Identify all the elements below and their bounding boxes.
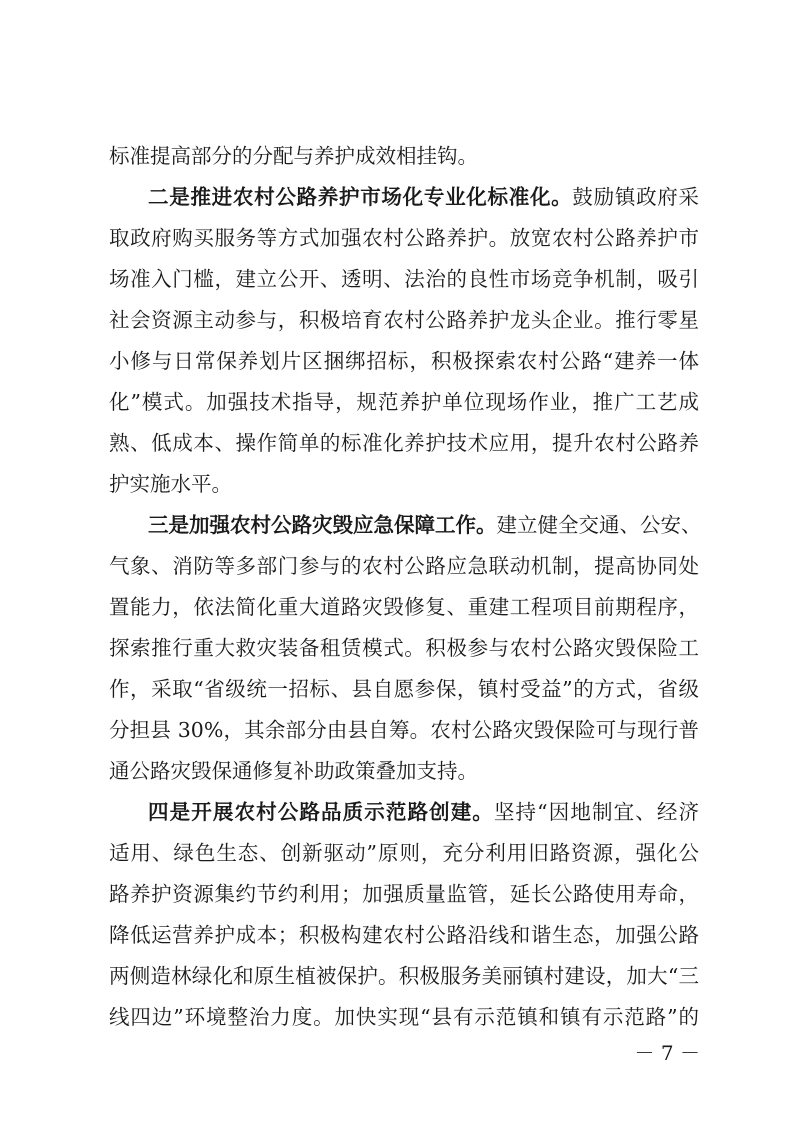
paragraph-4-line-5: 两侧造林绿化和原生植被保护。积极服务美丽镇村建设，加大“三 [109, 964, 699, 988]
paragraph-3-first-line-text: 建立健全交通、公安、 [496, 513, 702, 537]
paragraph-3-line-3: 置能力，依法简化重大道路灾毁修复、重建工程项目前期程序， [109, 595, 699, 619]
paragraph-4-heading: 四是开展农村公路品质示范路创建。 [148, 800, 494, 824]
paragraph-3-line-1 [148, 508, 702, 542]
paragraph-2-line-2: 取政府购买服务等方式加强农村公路养护。放宽农村公路养护市 [109, 226, 699, 250]
paragraph-3-heading: 三是加强农村公路灾毁应急保障工作。 [148, 513, 497, 537]
paragraph-2-heading: 二是推进农村公路养护市场化专业化标准化。 [148, 185, 573, 209]
paragraph-3-line-2: 气象、消防等多部门参与的农村公路应急联动机制，提高协同处 [109, 554, 699, 578]
paragraph-3-line-7: 通公路灾毁保通修复补助政策叠加支持。 [109, 759, 478, 783]
paragraph-4-line-2: 适用、绿色生态、创新驱动”原则，充分利用旧路资源，强化公 [109, 841, 699, 865]
paragraph-4-line-3: 路养护资源集约节约利用；加强质量监管，延长公路使用寿命， [109, 882, 699, 906]
page-number: － 7 － [634, 1041, 700, 1065]
paragraph-2-first-line-text: 鼓励镇政府采 [572, 185, 700, 209]
paragraph-3-line-4: 探索推行重大救灾装备租赁模式。积极参与农村公路灾毁保险工 [109, 636, 699, 660]
paragraph-2-line-6: 化”模式。加强技术指导，规范养护单位现场作业，推广工艺成 [109, 390, 699, 414]
paragraph-4-line-4: 降低运营养护成本；积极构建农村公路沿线和谐生态，加强公路 [109, 923, 699, 947]
paragraph-4-first-line-text: 坚持“因地制宜、经济 [493, 800, 700, 824]
paragraph-3-line-6: 分担县 30%，其余部分由县自筹。农村公路灾毁保险可与现行普 [109, 718, 699, 742]
paragraph-1-line-1: 标准提高部分的分配与养护成效相挂钩。 [109, 144, 478, 168]
paragraph-2-line-5: 小修与日常保养划片区捆绑招标，积极探索农村公路“建养一体 [109, 349, 699, 373]
paragraph-4-line-6: 线四边”环境整治力度。加快实现“县有示范镇和镇有示范路”的 [109, 1005, 699, 1029]
paragraph-2-line-1 [148, 180, 699, 214]
paragraph-2-line-8: 护实施水平。 [109, 472, 232, 496]
paragraph-2-line-7: 熟、低成本、操作简单的标准化养护技术应用，提升农村公路养 [109, 431, 699, 455]
paragraph-2-line-3: 场准入门槛，建立公开、透明、法治的良性市场竞争机制，吸引 [109, 267, 699, 291]
paragraph-4-line-1 [148, 795, 699, 829]
paragraph-3-line-5: 作，采取“省级统一招标、县自愿参保，镇村受益”的方式，省级 [109, 677, 699, 701]
paragraph-2-line-4: 社会资源主动参与，积极培育农村公路养护龙头企业。推行零星 [109, 308, 699, 332]
